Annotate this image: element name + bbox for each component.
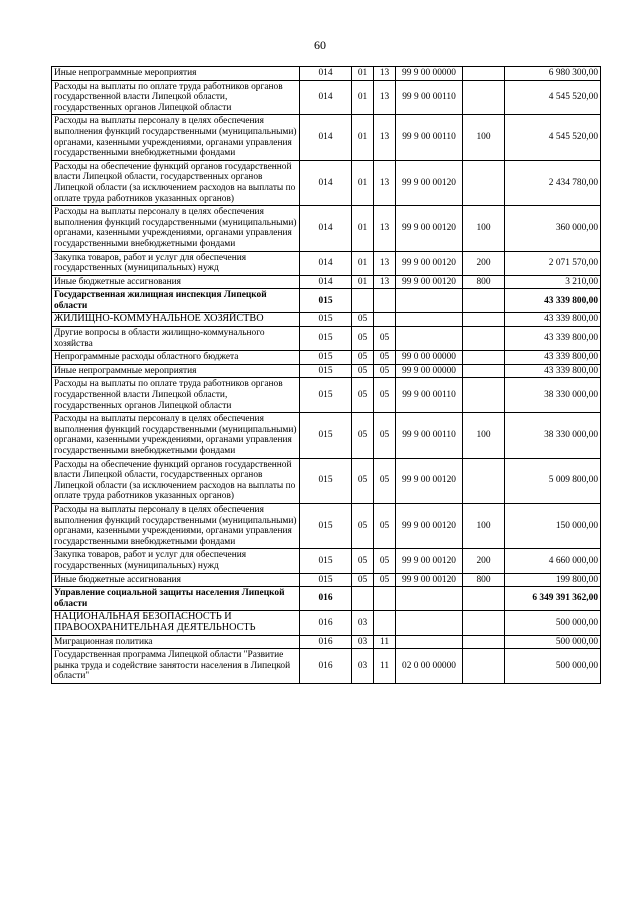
ved-code-cell: 016 bbox=[300, 649, 352, 684]
table-row bbox=[52, 160, 601, 205]
subsection-code-cell bbox=[374, 587, 396, 611]
expense-type-cell: 100 bbox=[463, 206, 505, 251]
section-code-cell: 05 bbox=[352, 549, 374, 573]
section-code-cell: 05 bbox=[352, 503, 374, 548]
target-article-cell bbox=[396, 327, 463, 351]
expense-type-cell bbox=[463, 289, 505, 313]
table-row bbox=[52, 378, 601, 413]
table-row bbox=[52, 275, 601, 289]
ved-code-cell: 015 bbox=[300, 351, 352, 365]
row-name-cell: Другие вопросы в области жилищно-коммунального хозяйства bbox=[52, 327, 300, 351]
ved-code-cell: 015 bbox=[300, 289, 352, 313]
row-name-cell: Миграционная политика bbox=[52, 635, 300, 649]
section-code-cell: 03 bbox=[352, 635, 374, 649]
ved-code-cell: 014 bbox=[300, 160, 352, 205]
row-name-cell: Расходы на обеспечение функций органов государственной власти Липецкой области, государственных органов Липецкой области (за исключением расходов на выплаты по оплате труда работников указанных органов) bbox=[52, 458, 300, 503]
subsection-code-cell: 05 bbox=[374, 458, 396, 503]
section-code-cell: 05 bbox=[352, 378, 374, 413]
amount-cell: 3 210,00 bbox=[505, 275, 601, 289]
target-article-cell: 99 9 00 00000 bbox=[396, 67, 463, 81]
subsection-code-cell: 13 bbox=[374, 160, 396, 205]
ved-code-cell: 015 bbox=[300, 364, 352, 378]
amount-cell: 43 339 800,00 bbox=[505, 313, 601, 327]
section-code-cell: 05 bbox=[352, 364, 374, 378]
section-code-cell: 05 bbox=[352, 327, 374, 351]
target-article-cell bbox=[396, 635, 463, 649]
expense-type-cell bbox=[463, 587, 505, 611]
subsection-code-cell: 05 bbox=[374, 378, 396, 413]
row-name-cell: Расходы на выплаты персоналу в целях обеспечения выполнения функций государственными (муниципальными) органами, казенными учреждениями, органами управления государственными внебюджетными фондами bbox=[52, 206, 300, 251]
amount-cell: 6 980 300,00 bbox=[505, 67, 601, 81]
section-code-cell: 05 bbox=[352, 573, 374, 587]
subsection-code-cell: 05 bbox=[374, 549, 396, 573]
ved-code-cell: 015 bbox=[300, 313, 352, 327]
target-article-cell: 99 9 00 00120 bbox=[396, 458, 463, 503]
amount-cell: 500 000,00 bbox=[505, 649, 601, 684]
section-code-cell: 05 bbox=[352, 313, 374, 327]
row-name-cell: Иные бюджетные ассигнования bbox=[52, 573, 300, 587]
table-row bbox=[52, 364, 601, 378]
expense-type-cell: 200 bbox=[463, 549, 505, 573]
page-number: 60 bbox=[314, 38, 326, 52]
ved-code-cell: 016 bbox=[300, 635, 352, 649]
amount-cell: 4 660 000,00 bbox=[505, 549, 601, 573]
section-code-cell: 01 bbox=[352, 251, 374, 275]
section-code-cell: 05 bbox=[352, 413, 374, 458]
ved-code-cell: 015 bbox=[300, 378, 352, 413]
amount-cell: 4 545 520,00 bbox=[505, 115, 601, 160]
target-article-cell: 99 9 00 00120 bbox=[396, 275, 463, 289]
table-row bbox=[52, 206, 601, 251]
section-code-cell bbox=[352, 587, 374, 611]
amount-cell: 199 800,00 bbox=[505, 573, 601, 587]
table-row bbox=[52, 549, 601, 573]
amount-cell: 43 339 800,00 bbox=[505, 351, 601, 365]
row-name-cell: Расходы на обеспечение функций органов государственной власти Липецкой области, государственных органов Липецкой области (за исключением расходов на выплаты по оплате труда работников указанных органов) bbox=[52, 160, 300, 205]
table-row bbox=[52, 289, 601, 313]
section-code-cell: 05 bbox=[352, 351, 374, 365]
table-body bbox=[52, 67, 601, 684]
subsection-code-cell: 13 bbox=[374, 206, 396, 251]
table-row bbox=[52, 649, 601, 684]
target-article-cell: 99 9 00 00120 bbox=[396, 206, 463, 251]
section-code-cell bbox=[352, 289, 374, 313]
table-row bbox=[52, 80, 601, 115]
expense-type-cell bbox=[463, 80, 505, 115]
table-row bbox=[52, 115, 601, 160]
subsection-code-cell: 13 bbox=[374, 275, 396, 289]
expense-type-cell bbox=[463, 649, 505, 684]
subsection-code-cell: 11 bbox=[374, 649, 396, 684]
expense-type-cell: 200 bbox=[463, 251, 505, 275]
expense-type-cell: 100 bbox=[463, 115, 505, 160]
section-code-cell: 01 bbox=[352, 206, 374, 251]
subsection-code-cell: 13 bbox=[374, 80, 396, 115]
subsection-code-cell: 05 bbox=[374, 364, 396, 378]
amount-cell: 43 339 800,00 bbox=[505, 327, 601, 351]
amount-cell: 500 000,00 bbox=[505, 611, 601, 635]
ved-code-cell: 016 bbox=[300, 611, 352, 635]
amount-cell: 4 545 520,00 bbox=[505, 80, 601, 115]
subsection-code-cell: 05 bbox=[374, 327, 396, 351]
row-name-cell: ЖИЛИЩНО-КОММУНАЛЬНОЕ ХОЗЯЙСТВО bbox=[52, 313, 300, 327]
amount-cell: 500 000,00 bbox=[505, 635, 601, 649]
row-name-cell: Непрограммные расходы областного бюджета bbox=[52, 351, 300, 365]
row-name-cell: Расходы на выплаты по оплате труда работников органов государственной власти Липецкой области, государственных органов Липецкой области bbox=[52, 80, 300, 115]
ved-code-cell: 014 bbox=[300, 115, 352, 160]
expense-type-cell bbox=[463, 364, 505, 378]
subsection-code-cell: 13 bbox=[374, 67, 396, 81]
row-name-cell: Расходы на выплаты персоналу в целях обеспечения выполнения функций государственными (муниципальными) органами, казенными учреждениями, органами управления государственными внебюджетными фондами bbox=[52, 503, 300, 548]
expense-type-cell bbox=[463, 351, 505, 365]
expense-type-cell bbox=[463, 67, 505, 81]
target-article-cell: 99 9 00 00120 bbox=[396, 251, 463, 275]
target-article-cell bbox=[396, 313, 463, 327]
ved-code-cell: 016 bbox=[300, 587, 352, 611]
expense-type-cell bbox=[463, 635, 505, 649]
ved-code-cell: 015 bbox=[300, 458, 352, 503]
ved-code-cell: 015 bbox=[300, 327, 352, 351]
table-row bbox=[52, 67, 601, 81]
ved-code-cell: 015 bbox=[300, 549, 352, 573]
amount-cell: 2 434 780,00 bbox=[505, 160, 601, 205]
row-name-cell: НАЦИОНАЛЬНАЯ БЕЗОПАСНОСТЬ И ПРАВООХРАНИТЕЛЬНАЯ ДЕЯТЕЛЬНОСТЬ bbox=[52, 611, 300, 635]
section-code-cell: 03 bbox=[352, 611, 374, 635]
section-code-cell: 01 bbox=[352, 115, 374, 160]
target-article-cell: 99 9 00 00110 bbox=[396, 413, 463, 458]
table-row bbox=[52, 635, 601, 649]
amount-cell: 360 000,00 bbox=[505, 206, 601, 251]
ved-code-cell: 014 bbox=[300, 206, 352, 251]
row-name-cell: Закупка товаров, работ и услуг для обеспечения государственных (муниципальных) нужд bbox=[52, 549, 300, 573]
table-row bbox=[52, 251, 601, 275]
expense-type-cell: 100 bbox=[463, 503, 505, 548]
amount-cell: 43 339 800,00 bbox=[505, 364, 601, 378]
section-code-cell: 05 bbox=[352, 458, 374, 503]
table-row bbox=[52, 458, 601, 503]
ved-code-cell: 014 bbox=[300, 275, 352, 289]
amount-cell: 150 000,00 bbox=[505, 503, 601, 548]
table-row bbox=[52, 573, 601, 587]
row-name-cell: Государственная жилищная инспекция Липецкой области bbox=[52, 289, 300, 313]
target-article-cell: 99 9 00 00110 bbox=[396, 378, 463, 413]
expense-type-cell bbox=[463, 378, 505, 413]
table-row bbox=[52, 611, 601, 635]
target-article-cell: 99 9 00 00120 bbox=[396, 160, 463, 205]
table-row bbox=[52, 313, 601, 327]
section-code-cell: 03 bbox=[352, 649, 374, 684]
budget-table bbox=[51, 66, 601, 684]
ved-code-cell: 015 bbox=[300, 413, 352, 458]
target-article-cell bbox=[396, 587, 463, 611]
expense-type-cell bbox=[463, 313, 505, 327]
amount-cell: 2 071 570,00 bbox=[505, 251, 601, 275]
row-name-cell: Расходы на выплаты персоналу в целях обеспечения выполнения функций государственными (муниципальными) органами, казенными учреждениями, органами управления государственными внебюджетными фондами bbox=[52, 115, 300, 160]
amount-cell: 38 330 000,00 bbox=[505, 413, 601, 458]
target-article-cell: 99 9 00 00120 bbox=[396, 573, 463, 587]
subsection-code-cell: 05 bbox=[374, 573, 396, 587]
target-article-cell bbox=[396, 289, 463, 313]
row-name-cell: Управление социальной защиты населения Липецкой области bbox=[52, 587, 300, 611]
row-name-cell: Расходы на выплаты персоналу в целях обеспечения выполнения функций государственными (муниципальными) органами, казенными учреждениями, органами управления государственными внебюджетными фондами bbox=[52, 413, 300, 458]
expense-type-cell bbox=[463, 458, 505, 503]
expense-type-cell: 800 bbox=[463, 275, 505, 289]
row-name-cell: Расходы на выплаты по оплате труда работников органов государственной власти Липецкой области, государственных органов Липецкой области bbox=[52, 378, 300, 413]
section-code-cell: 01 bbox=[352, 80, 374, 115]
expense-type-cell: 100 bbox=[463, 413, 505, 458]
amount-cell: 5 009 800,00 bbox=[505, 458, 601, 503]
target-article-cell: 99 9 00 00120 bbox=[396, 503, 463, 548]
subsection-code-cell bbox=[374, 611, 396, 635]
target-article-cell: 99 0 00 00000 bbox=[396, 351, 463, 365]
target-article-cell: 99 9 00 00110 bbox=[396, 80, 463, 115]
amount-cell: 43 339 800,00 bbox=[505, 289, 601, 313]
amount-cell: 38 330 000,00 bbox=[505, 378, 601, 413]
subsection-code-cell: 11 bbox=[374, 635, 396, 649]
target-article-cell: 99 9 00 00120 bbox=[396, 549, 463, 573]
ved-code-cell: 014 bbox=[300, 67, 352, 81]
subsection-code-cell: 13 bbox=[374, 251, 396, 275]
target-article-cell bbox=[396, 611, 463, 635]
subsection-code-cell bbox=[374, 289, 396, 313]
expense-type-cell bbox=[463, 160, 505, 205]
target-article-cell: 99 9 00 00110 bbox=[396, 115, 463, 160]
section-code-cell: 01 bbox=[352, 275, 374, 289]
ved-code-cell: 014 bbox=[300, 251, 352, 275]
table-row bbox=[52, 327, 601, 351]
table-row bbox=[52, 587, 601, 611]
subsection-code-cell: 05 bbox=[374, 351, 396, 365]
subsection-code-cell: 05 bbox=[374, 413, 396, 458]
section-code-cell: 01 bbox=[352, 67, 374, 81]
subsection-code-cell: 13 bbox=[374, 115, 396, 160]
row-name-cell: Закупка товаров, работ и услуг для обеспечения государственных (муниципальных) нужд bbox=[52, 251, 300, 275]
expense-type-cell bbox=[463, 327, 505, 351]
row-name-cell: Иные непрограммные мероприятия bbox=[52, 67, 300, 81]
amount-cell: 6 349 391 362,00 bbox=[505, 587, 601, 611]
table-row bbox=[52, 351, 601, 365]
ved-code-cell: 014 bbox=[300, 80, 352, 115]
subsection-code-cell: 05 bbox=[374, 503, 396, 548]
section-code-cell: 01 bbox=[352, 160, 374, 205]
ved-code-cell: 015 bbox=[300, 503, 352, 548]
row-name-cell: Иные бюджетные ассигнования bbox=[52, 275, 300, 289]
row-name-cell: Государственная программа Липецкой области "Развитие рынка труда и содействие занятости населения в Липецкой области" bbox=[52, 649, 300, 684]
expense-type-cell bbox=[463, 611, 505, 635]
target-article-cell: 02 0 00 00000 bbox=[396, 649, 463, 684]
subsection-code-cell bbox=[374, 313, 396, 327]
table-row bbox=[52, 503, 601, 548]
expense-type-cell: 800 bbox=[463, 573, 505, 587]
target-article-cell: 99 9 00 00000 bbox=[396, 364, 463, 378]
table-row bbox=[52, 413, 601, 458]
row-name-cell: Иные непрограммные мероприятия bbox=[52, 364, 300, 378]
ved-code-cell: 015 bbox=[300, 573, 352, 587]
